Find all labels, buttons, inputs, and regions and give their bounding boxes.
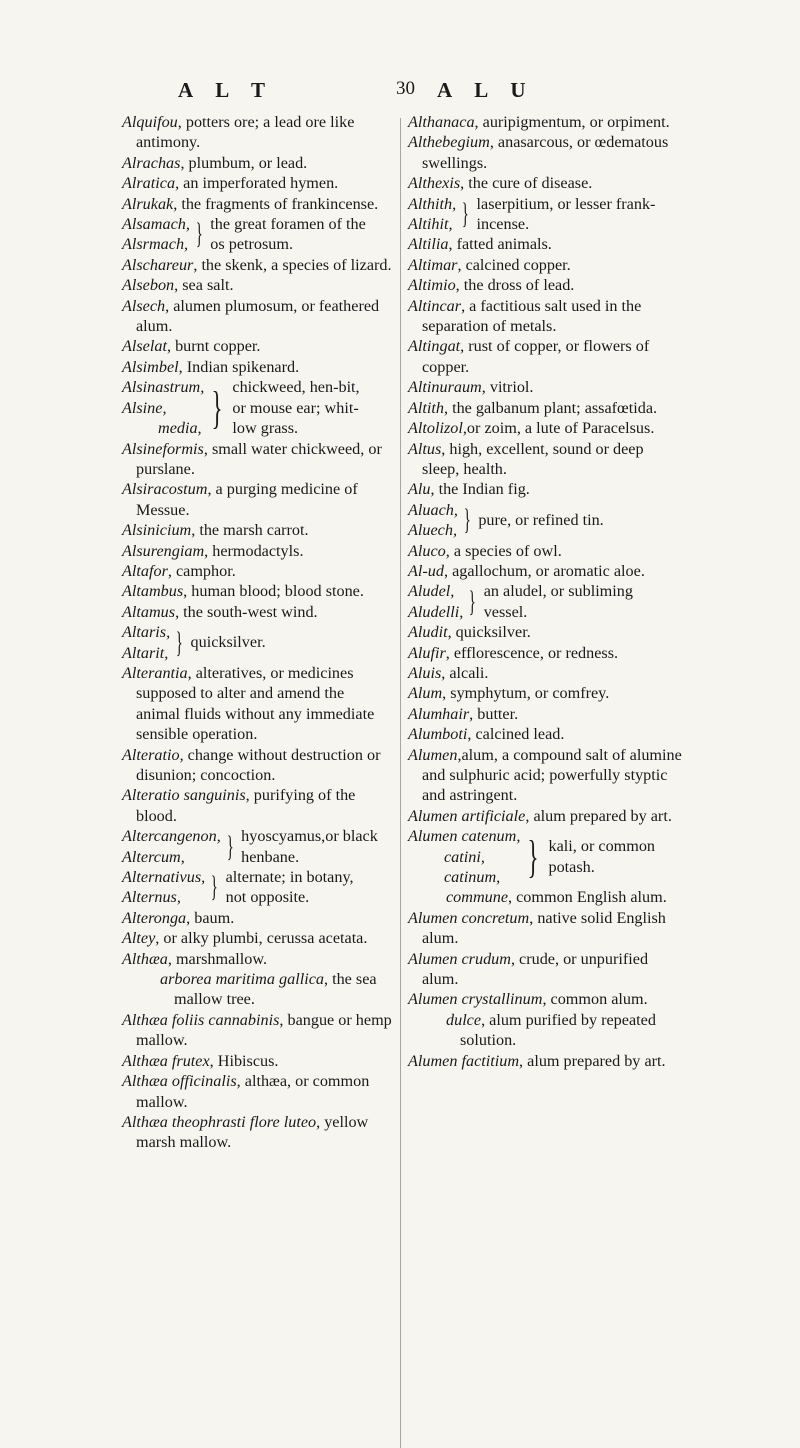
entry-headword: Altaris,: [122, 623, 171, 642]
entry-definition: , purifying of the blood.: [136, 786, 356, 825]
entry-headword: Althæa frutex: [122, 1051, 210, 1070]
dictionary-entry: [408, 724, 683, 744]
dictionary-entry: [408, 275, 683, 295]
entry-headword: Alsech: [122, 296, 166, 315]
dictionary-entry: [408, 336, 683, 377]
definition-line: quicksilver.: [190, 633, 266, 652]
dictionary-entry: [408, 398, 683, 418]
entry-headword: Alrachas: [122, 153, 181, 172]
definition-line: chickweed, hen-bit,: [232, 378, 360, 397]
entry-headword: Alsamach,: [122, 215, 190, 234]
dictionary-entry: [122, 296, 392, 337]
entry-headword: Althebegium: [408, 133, 490, 152]
entry-headword: Alquifou: [122, 113, 178, 131]
entry-definition: ,or zoim, a lute of Paracelsus.: [462, 419, 655, 438]
entry-headword: Altolizol: [408, 419, 463, 438]
entry-headword: Althæa: [122, 949, 168, 968]
entry-definition: [230, 377, 359, 438]
entry-headword: Aludelli,: [408, 602, 464, 621]
entry-definition: , a purging medicine of Messue.: [136, 480, 358, 519]
brace-glyph: }: [210, 870, 218, 904]
page-number: 30: [396, 78, 415, 99]
entry-headword: Altinuraum: [408, 378, 482, 397]
dictionary-entry: [408, 255, 683, 275]
dictionary-entry-group: [122, 377, 392, 438]
entry-headwords: [408, 500, 458, 541]
entry-headwords: [408, 826, 520, 887]
definition-line: not opposite.: [225, 888, 310, 907]
definition-line: laserpitium, or lesser frank-: [476, 194, 656, 213]
dictionary-entry: [408, 1051, 683, 1071]
definition-line: alternate; in botany,: [225, 868, 354, 887]
dictionary-entry: [122, 520, 392, 540]
dictionary-entry-group: [408, 826, 683, 887]
entry-headwords: [122, 867, 205, 908]
entry-definition: [476, 510, 603, 530]
entry-headword: Althith,: [408, 194, 457, 213]
entry-headword: Alumen catenum,: [408, 827, 521, 846]
entry-headword: Alsineformis: [122, 439, 204, 458]
dictionary-entry: [122, 561, 392, 581]
entry-headword: Altamus: [122, 602, 176, 621]
entry-headword: Altercum,: [122, 847, 185, 866]
entry-definition: , rust of copper, or flowers of copper.: [422, 337, 650, 376]
dictionary-entry: [122, 173, 392, 193]
entry-definition: , a species of owl.: [445, 541, 562, 560]
entry-definition: , fatted animals.: [448, 235, 552, 254]
entry-headword: Alumen concretum: [408, 908, 530, 927]
entry-headword: Althæa theophrasti flore luteo: [122, 1112, 317, 1131]
entry-headword: Alumboti: [408, 725, 468, 744]
dictionary-entry-group: [122, 826, 392, 867]
dictionary-entry: [122, 541, 392, 561]
entry-headwords: [122, 622, 170, 663]
entry-headword: catini,: [444, 847, 485, 866]
entry-definition: , baum.: [186, 908, 235, 927]
entry-headwords: [122, 377, 204, 438]
entry-definition: , common alum.: [542, 990, 648, 1009]
definition-line: hyoscyamus,or black: [241, 827, 378, 846]
entry-definition: , human blood; blood stone.: [183, 582, 364, 601]
definition-line: pure, or refined tin.: [478, 510, 604, 529]
dictionary-entry: [122, 1010, 392, 1051]
entry-definition: , auripigmentum, or orpiment.: [474, 113, 670, 131]
definition-line: kali, or common: [548, 837, 656, 856]
entry-headword: Altilia: [408, 235, 449, 254]
entry-headword: Altambus: [122, 582, 184, 601]
entry-headword: Altey: [122, 929, 156, 948]
entry-headword: Altingat: [408, 337, 461, 356]
dictionary-entry: [408, 418, 683, 438]
entry-definition: , alcali.: [441, 663, 489, 682]
entry-headword: Alufir: [408, 643, 446, 662]
dictionary-entry: [122, 785, 392, 826]
entry-headword: Alselat: [122, 337, 167, 356]
definition-line: an aludel, or subliming: [483, 582, 633, 601]
entry-headword: Althexis: [408, 174, 461, 193]
entry-definition: , the marsh carrot.: [191, 521, 309, 540]
dictionary-entry: [122, 112, 392, 153]
entry-definition: [224, 867, 354, 908]
brace-glyph: }: [463, 503, 471, 537]
entry-definition: , camphor.: [167, 561, 236, 580]
dictionary-entry-group: [122, 867, 392, 908]
entry-definition: [239, 826, 378, 867]
entry-headword: Alsurengiam: [122, 541, 205, 560]
entry-definition: , quicksilver.: [447, 623, 531, 642]
dictionary-entry: [408, 439, 683, 480]
dictionary-entry: [408, 173, 683, 193]
entry-headword: Alratica: [122, 174, 176, 193]
dictionary-entry: [408, 745, 683, 806]
entry-definition: [208, 214, 366, 255]
dictionary-entry: [408, 1010, 683, 1051]
entry-headword: Alteratio sanguinis: [122, 786, 246, 805]
brace-glyph: }: [527, 830, 539, 882]
entry-definition: , burnt copper.: [166, 337, 261, 356]
definition-line: potash.: [548, 857, 595, 876]
dictionary-entry: [408, 989, 683, 1009]
entry-headword: Alumen factitium: [408, 1051, 520, 1070]
dictionary-entry: [408, 479, 683, 499]
entry-definition: , hermodactyls.: [204, 541, 304, 560]
entry-headword: Alteratio: [122, 745, 180, 764]
dictionary-entry: [122, 928, 392, 948]
right-column: [408, 112, 683, 1071]
dictionary-entry: [408, 561, 683, 581]
dictionary-entry: [122, 1071, 392, 1112]
entry-headword: Aludel,: [408, 582, 455, 601]
entry-headword: Alternus,: [122, 888, 181, 907]
entry-headword: Alterantia: [122, 663, 188, 682]
dictionary-entry: [408, 377, 683, 397]
dictionary-entry: [408, 643, 683, 663]
entry-headword: Alteronga: [122, 908, 187, 927]
entry-headword: Altihit,: [408, 215, 453, 234]
entry-headword: Alumhair: [408, 704, 470, 723]
dictionary-entry: [122, 275, 392, 295]
dictionary-entry: [122, 1112, 392, 1153]
entry-definition: , native solid English alum.: [422, 908, 666, 948]
dictionary-entry: [408, 132, 683, 173]
running-header: [0, 78, 800, 108]
brace-glyph: }: [175, 625, 183, 659]
entry-headwords: [408, 581, 463, 622]
entry-headword: arborea maritima gallica: [160, 970, 324, 989]
definition-line: the great foramen of the: [210, 215, 366, 234]
dictionary-entry: [408, 663, 683, 683]
dictionary-entry-group: [408, 500, 683, 541]
entry-definition: [546, 836, 655, 877]
dictionary-entry-group: [122, 214, 392, 255]
entry-definition: , a factitious salt used in the separation of metals.: [422, 296, 642, 336]
definition-line: incense.: [476, 215, 530, 234]
entry-definition: , small water chickweed, or purslane.: [136, 439, 382, 478]
entry-headword: Aluech,: [408, 521, 457, 540]
entry-definition: , an imperforated hymen.: [175, 174, 339, 193]
entry-headword: Altercangenon,: [122, 827, 221, 846]
header-right-guide: A L U: [437, 78, 535, 102]
entry-definition: , calcined lead.: [467, 725, 565, 744]
entry-definition: , the Indian fig.: [430, 480, 530, 499]
dictionary-entry: [408, 541, 683, 561]
dictionary-entry: [122, 1051, 392, 1071]
entry-definition: , yellow marsh mallow.: [136, 1112, 369, 1152]
brace-glyph: }: [195, 217, 203, 251]
entry-definition: , change without destruction or disunion; concoction.: [136, 745, 381, 784]
dictionary-entry: [408, 112, 683, 132]
entry-headword: Altimio: [408, 276, 456, 295]
entry-definition: , or alky plumbi, cerussa acetata.: [155, 929, 368, 948]
dictionary-entry: [408, 908, 683, 949]
dictionary-entry: [122, 357, 392, 377]
dictionary-entry: [408, 234, 683, 254]
entry-headword: Alsrmach,: [122, 235, 189, 254]
entry-headword: Alrukak: [122, 194, 174, 213]
definition-line: or mouse ear; whit-: [232, 398, 359, 417]
entry-headword: Alumen crystallinum: [408, 990, 543, 1009]
entry-headword: Altarit,: [122, 643, 169, 662]
entry-definition: [189, 632, 266, 652]
entry-headword: Altus: [408, 439, 442, 458]
entry-definition: , alum prepared by art.: [519, 1051, 666, 1070]
entry-definition: , Indian spikenard.: [178, 357, 300, 376]
definition-line: low grass.: [232, 419, 299, 438]
entry-headword: Al-ud: [408, 561, 444, 580]
dictionary-entry: [122, 153, 392, 173]
entry-headword: Alsebon: [122, 276, 175, 295]
entry-definition: , the fragments of frankincense.: [173, 194, 379, 213]
dictionary-entry: [408, 622, 683, 642]
dictionary-entry: [122, 969, 392, 1010]
dictionary-entry: [122, 336, 392, 356]
entry-headword: Alumen crudum: [408, 949, 511, 968]
brace-glyph: }: [226, 829, 234, 863]
entry-definition: , butter.: [469, 704, 519, 723]
dictionary-entry: [122, 581, 392, 601]
entry-definition: , alum purified by repeated solution.: [460, 1010, 656, 1050]
left-column: [122, 112, 392, 1153]
entry-definition: , the south-west wind.: [175, 602, 318, 621]
entry-headword: commune: [446, 888, 509, 907]
entry-headword: Alsinastrum,: [122, 378, 205, 397]
entry-definition: , the skenk, a species of lizard.: [193, 255, 392, 274]
entry-definition: , common English alum.: [508, 888, 667, 907]
entry-definition: , Hibiscus.: [209, 1051, 279, 1070]
dictionary-entry-group: [122, 622, 392, 663]
entry-headword: Altimar: [408, 255, 458, 274]
entry-definition: , calcined copper.: [457, 255, 571, 274]
entry-headwords: [408, 194, 456, 235]
entry-definition: , potters ore; a lead ore like antimony.: [136, 113, 355, 152]
entry-headword: Aluach,: [408, 500, 458, 519]
brace-glyph: }: [211, 381, 223, 433]
entry-definition: , alum prepared by art.: [525, 806, 672, 825]
dictionary-entry: [122, 194, 392, 214]
entry-definition: , efflorescence, or redness.: [445, 643, 619, 662]
entry-headwords: [122, 826, 221, 867]
entry-headword: dulce: [446, 1010, 482, 1029]
dictionary-entry: [122, 908, 392, 928]
entry-definition: ,alum, a compound salt of alumine and sulphuric acid; powerfully styptic and astringent.: [422, 745, 682, 805]
entry-headword: Alsimbel: [122, 357, 179, 376]
entry-headword: Aluco: [408, 541, 446, 560]
dictionary-entry: [408, 806, 683, 826]
entry-headword: Alsine,: [122, 398, 167, 417]
dictionary-entry: [122, 663, 392, 745]
entry-headword: Alsiracostum: [122, 480, 208, 499]
entry-headwords: [122, 214, 190, 255]
entry-headword: Alu: [408, 480, 431, 499]
dictionary-entry: [408, 887, 683, 907]
entry-definition: , alteratives, or medicines supposed to alter and amend the animal fluids without any immediate sensible operation.: [136, 663, 375, 744]
dictionary-entry: [122, 949, 392, 969]
entry-definition: [482, 581, 633, 622]
dictionary-entry: [408, 296, 683, 337]
dictionary-entry: [408, 949, 683, 990]
dictionary-entry: [408, 704, 683, 724]
entry-headword: Altith: [408, 398, 444, 417]
entry-definition: , the cure of disease.: [460, 174, 593, 193]
definition-line: os petrosum.: [210, 235, 294, 254]
entry-definition: , agallochum, or aromatic aloe.: [443, 561, 645, 580]
entry-headword: Alum: [408, 684, 443, 703]
entry-headword: Althanaca: [408, 113, 475, 131]
entry-headword: Alumen artificiale: [408, 806, 526, 825]
entry-headword: media,: [158, 419, 202, 438]
entry-definition: , marshmallow.: [167, 949, 268, 968]
entry-headword: Althæa officinalis: [122, 1072, 237, 1091]
dictionary-entry-group: [408, 581, 683, 622]
entry-definition: [475, 194, 656, 235]
entry-definition: , the sea mallow tree.: [174, 970, 377, 1009]
entry-definition: , high, excellent, sound or deep sleep, health.: [422, 439, 644, 478]
entry-definition: , the galbanum plant; assafœtida.: [443, 398, 658, 417]
entry-headword: Aluis: [408, 663, 442, 682]
dictionary-entry: [122, 602, 392, 622]
dictionary-entry: [122, 745, 392, 786]
dictionary-entry: [122, 439, 392, 480]
dictionary-entry: [122, 255, 392, 275]
entry-definition: , alumen plumosum, or feathered alum.: [136, 296, 380, 336]
entry-definition: , symphytum, or comfrey.: [442, 684, 610, 703]
entry-definition: , sea salt.: [174, 276, 234, 295]
brace-glyph: }: [461, 197, 469, 231]
header-left-guide: A L T: [178, 78, 274, 102]
entry-definition: , plumbum, or lead.: [180, 153, 308, 172]
dictionary-entry: [408, 683, 683, 703]
brace-glyph: }: [468, 584, 477, 618]
entry-headword: catinum,: [444, 868, 501, 887]
entry-definition: , the dross of lead.: [455, 276, 575, 295]
entry-headword: Altafor: [122, 561, 168, 580]
entry-headword: Alschareur: [122, 255, 194, 274]
entry-headword: Althæa foliis cannabinis: [122, 1010, 280, 1029]
entry-definition: , vitriol.: [481, 378, 534, 397]
dictionary-entry: [122, 479, 392, 520]
entry-headword: Alumen: [408, 745, 458, 764]
column-divider: [400, 118, 401, 1448]
entry-definition: , bangue or hemp mallow.: [136, 1010, 392, 1050]
entry-headword: Aludit: [408, 623, 448, 642]
entry-definition: , althæa, or common mallow.: [136, 1072, 370, 1111]
definition-line: henbane.: [241, 847, 300, 866]
entry-headword: Alternativus,: [122, 868, 206, 887]
entry-headword: Altincar: [408, 296, 462, 315]
entry-definition: , crude, or unpurified alum.: [422, 949, 649, 989]
entry-definition: , anasarcous, or œdematous swellings.: [422, 133, 669, 172]
entry-headword: Alsinicium: [122, 521, 192, 540]
definition-line: vessel.: [483, 602, 528, 621]
dictionary-entry-group: [408, 194, 683, 235]
